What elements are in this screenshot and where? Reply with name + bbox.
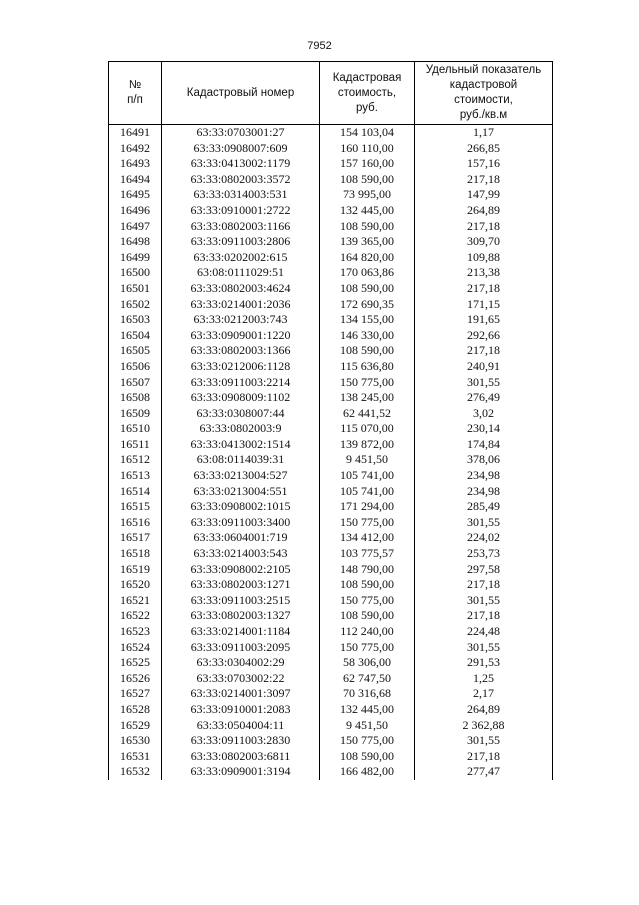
- row-number: 16526: [109, 671, 162, 687]
- cadastral-value: 139 872,00: [320, 437, 415, 453]
- table-row: [109, 250, 553, 266]
- cadastral-value: 134 155,00: [320, 312, 415, 328]
- specific-value: 217,18: [415, 577, 553, 593]
- cadastral-value: 108 590,00: [320, 749, 415, 765]
- cadastral-value: 103 775,57: [320, 546, 415, 562]
- row-number: 16499: [109, 250, 162, 266]
- cadastral-number: 63:33:0802003:1327: [162, 608, 320, 624]
- table-row: [109, 219, 553, 235]
- specific-value: 253,73: [415, 546, 553, 562]
- table-row: [109, 187, 553, 203]
- cadastral-value: 115 070,00: [320, 421, 415, 437]
- cadastral-number: 63:33:0604001:719: [162, 530, 320, 546]
- row-number: 16493: [109, 156, 162, 172]
- row-number: 16501: [109, 281, 162, 297]
- specific-value: 292,66: [415, 328, 553, 344]
- cadastral-number: 63:08:0114039:31: [162, 452, 320, 468]
- row-number: 16524: [109, 640, 162, 656]
- cadastral-number: 63:33:0802003:9: [162, 421, 320, 437]
- cadastral-number: 63:33:0214003:543: [162, 546, 320, 562]
- cadastral-number: 63:33:0802003:6811: [162, 749, 320, 765]
- table-row: [109, 562, 553, 578]
- cadastral-number: 63:33:0802003:1166: [162, 219, 320, 235]
- specific-value: 378,06: [415, 452, 553, 468]
- specific-value: 217,18: [415, 219, 553, 235]
- cadastral-value: 138 245,00: [320, 390, 415, 406]
- table-row: [109, 234, 553, 250]
- row-number: 16532: [109, 764, 162, 780]
- row-number: 16503: [109, 312, 162, 328]
- cadastral-value: 115 636,80: [320, 359, 415, 375]
- cadastral-value: 166 482,00: [320, 764, 415, 780]
- specific-value: 217,18: [415, 281, 553, 297]
- cadastral-value: 108 590,00: [320, 577, 415, 593]
- cadastral-value: 105 741,00: [320, 484, 415, 500]
- cadastral-number: 63:33:0212003:743: [162, 312, 320, 328]
- cadastral-value: 172 690,35: [320, 297, 415, 313]
- cadastral-number: 63:33:0911003:2830: [162, 733, 320, 749]
- table-row: [109, 484, 553, 500]
- table-row: [109, 343, 553, 359]
- specific-value: 264,89: [415, 203, 553, 219]
- specific-value: 224,48: [415, 624, 553, 640]
- row-number: 16496: [109, 203, 162, 219]
- cadastral-value: 134 412,00: [320, 530, 415, 546]
- cadastral-number: 63:33:0910001:2722: [162, 203, 320, 219]
- table-row: [109, 421, 553, 437]
- row-number: 16509: [109, 406, 162, 422]
- table-row: [109, 203, 553, 219]
- table-row: [109, 577, 553, 593]
- row-number: 16522: [109, 608, 162, 624]
- cadastral-number: 63:33:0909001:3194: [162, 764, 320, 780]
- table-row: [109, 749, 553, 765]
- cadastral-number: 63:33:0214001:3097: [162, 686, 320, 702]
- cadastral-number: 63:33:0413002:1514: [162, 437, 320, 453]
- cadastral-number: 63:33:0802003:1366: [162, 343, 320, 359]
- table-row: [109, 359, 553, 375]
- specific-value: 277,47: [415, 764, 553, 780]
- specific-value: 1,25: [415, 671, 553, 687]
- header-cadastral-number: Кадастровый номер: [162, 62, 320, 125]
- table-row: [109, 655, 553, 671]
- row-number: 16494: [109, 172, 162, 188]
- specific-value: 213,38: [415, 265, 553, 281]
- specific-value: 285,49: [415, 499, 553, 515]
- specific-value: 266,85: [415, 141, 553, 157]
- cadastral-value: 108 590,00: [320, 343, 415, 359]
- specific-value: 301,55: [415, 375, 553, 391]
- row-number: 16502: [109, 297, 162, 313]
- cadastral-number: 63:33:0213004:551: [162, 484, 320, 500]
- specific-value: 2 362,88: [415, 718, 553, 734]
- cadastral-value: 9 451,50: [320, 718, 415, 734]
- cadastral-value: 150 775,00: [320, 733, 415, 749]
- specific-value: 291,53: [415, 655, 553, 671]
- table-row: [109, 530, 553, 546]
- cadastral-value: 108 590,00: [320, 281, 415, 297]
- cadastral-number: 63:33:0202002:615: [162, 250, 320, 266]
- table-row: [109, 297, 553, 313]
- row-number: 16505: [109, 343, 162, 359]
- row-number: 16492: [109, 141, 162, 157]
- cadastral-value: 9 451,50: [320, 452, 415, 468]
- table-row: [109, 499, 553, 515]
- row-number: 16513: [109, 468, 162, 484]
- cadastral-value: 139 365,00: [320, 234, 415, 250]
- row-number: 16519: [109, 562, 162, 578]
- row-number: 16521: [109, 593, 162, 609]
- cadastral-value: 150 775,00: [320, 515, 415, 531]
- table-row: [109, 702, 553, 718]
- cadastral-number: 63:33:0911003:2515: [162, 593, 320, 609]
- cadastral-number: 63:33:0911003:2095: [162, 640, 320, 656]
- cadastral-number: 63:33:0308007:44: [162, 406, 320, 422]
- table-row: [109, 733, 553, 749]
- table-row: [109, 468, 553, 484]
- cadastral-value: 170 063,86: [320, 265, 415, 281]
- specific-value: 234,98: [415, 484, 553, 500]
- row-number: 16504: [109, 328, 162, 344]
- header-number: № п/п: [109, 62, 162, 125]
- specific-value: 147,99: [415, 187, 553, 203]
- cadastral-value: 132 445,00: [320, 203, 415, 219]
- row-number: 16520: [109, 577, 162, 593]
- table-header: [109, 62, 553, 125]
- specific-value: 297,58: [415, 562, 553, 578]
- specific-value: 174,84: [415, 437, 553, 453]
- table-row: [109, 265, 553, 281]
- specific-value: 217,18: [415, 608, 553, 624]
- row-number: 16528: [109, 702, 162, 718]
- row-number: 16506: [109, 359, 162, 375]
- row-number: 16517: [109, 530, 162, 546]
- cadastral-value: 148 790,00: [320, 562, 415, 578]
- cadastral-number: 63:33:0911003:2806: [162, 234, 320, 250]
- cadastral-value: 62 441,52: [320, 406, 415, 422]
- cadastral-value: 160 110,00: [320, 141, 415, 157]
- cadastral-value: 146 330,00: [320, 328, 415, 344]
- table-row: [109, 141, 553, 157]
- cadastral-value: 108 590,00: [320, 219, 415, 235]
- cadastral-number: 63:33:0214001:1184: [162, 624, 320, 640]
- cadastral-value: 171 294,00: [320, 499, 415, 515]
- header-row: [109, 62, 553, 125]
- specific-value: 301,55: [415, 733, 553, 749]
- specific-value: 301,55: [415, 515, 553, 531]
- specific-value: 191,65: [415, 312, 553, 328]
- row-number: 16507: [109, 375, 162, 391]
- table-row: [109, 281, 553, 297]
- cadastral-value: 62 747,50: [320, 671, 415, 687]
- table-row: [109, 671, 553, 687]
- header-cadastral-value: Кадастровая стоимость, руб.: [320, 62, 415, 125]
- cadastral-number: 63:33:0908002:2105: [162, 562, 320, 578]
- cadastral-number: 63:33:0504004:11: [162, 718, 320, 734]
- table-row: [109, 125, 553, 141]
- table-row: [109, 437, 553, 453]
- cadastral-number: 63:33:0908002:1015: [162, 499, 320, 515]
- table-row: [109, 624, 553, 640]
- table-row: [109, 593, 553, 609]
- cadastral-value: 112 240,00: [320, 624, 415, 640]
- row-number: 16518: [109, 546, 162, 562]
- row-number: 16514: [109, 484, 162, 500]
- cadastral-value: 73 995,00: [320, 187, 415, 203]
- cadastral-value: 150 775,00: [320, 375, 415, 391]
- table-row: [109, 328, 553, 344]
- row-number: 16523: [109, 624, 162, 640]
- specific-value: 3,02: [415, 406, 553, 422]
- cadastral-value: 164 820,00: [320, 250, 415, 266]
- row-number: 16525: [109, 655, 162, 671]
- specific-value: 264,89: [415, 702, 553, 718]
- row-number: 16498: [109, 234, 162, 250]
- specific-value: 109,88: [415, 250, 553, 266]
- table-row: [109, 156, 553, 172]
- table-row: [109, 312, 553, 328]
- page-number: 7952: [307, 40, 332, 52]
- table-row: [109, 608, 553, 624]
- row-number: 16491: [109, 125, 162, 141]
- cadastral-value: 105 741,00: [320, 468, 415, 484]
- row-number: 16515: [109, 499, 162, 515]
- cadastral-number: 63:33:0802003:3572: [162, 172, 320, 188]
- cadastral-number: 63:33:0911003:2214: [162, 375, 320, 391]
- table-row: [109, 406, 553, 422]
- cadastral-number: 63:33:0802003:1271: [162, 577, 320, 593]
- table-row: [109, 640, 553, 656]
- cadastral-value: 108 590,00: [320, 608, 415, 624]
- cadastral-number: 63:33:0212006:1128: [162, 359, 320, 375]
- cadastral-number: 63:33:0214001:2036: [162, 297, 320, 313]
- specific-value: 157,16: [415, 156, 553, 172]
- cadastral-number: 63:33:0413002:1179: [162, 156, 320, 172]
- specific-value: 2,17: [415, 686, 553, 702]
- specific-value: 240,91: [415, 359, 553, 375]
- table-row: [109, 452, 553, 468]
- table-row: [109, 546, 553, 562]
- row-number: 16527: [109, 686, 162, 702]
- row-number: 16530: [109, 733, 162, 749]
- cadastral-value: 150 775,00: [320, 640, 415, 656]
- cadastral-value: 108 590,00: [320, 172, 415, 188]
- cadastral-number: 63:33:0213004:527: [162, 468, 320, 484]
- row-number: 16510: [109, 421, 162, 437]
- row-number: 16529: [109, 718, 162, 734]
- cadastral-number: 63:33:0304002:29: [162, 655, 320, 671]
- row-number: 16500: [109, 265, 162, 281]
- row-number: 16512: [109, 452, 162, 468]
- cadastral-value: 70 316,68: [320, 686, 415, 702]
- cadastral-number: 63:33:0703002:22: [162, 671, 320, 687]
- table-row: [109, 172, 553, 188]
- row-number: 16531: [109, 749, 162, 765]
- specific-value: 217,18: [415, 172, 553, 188]
- cadastral-number: 63:08:0111029:51: [162, 265, 320, 281]
- specific-value: 301,55: [415, 640, 553, 656]
- table-row: [109, 390, 553, 406]
- cadastral-number: 63:33:0802003:4624: [162, 281, 320, 297]
- cadastral-value: 58 306,00: [320, 655, 415, 671]
- cadastral-number: 63:33:0908009:1102: [162, 390, 320, 406]
- specific-value: 230,14: [415, 421, 553, 437]
- table-row: [109, 718, 553, 734]
- cadastral-number: 63:33:0911003:3400: [162, 515, 320, 531]
- specific-value: 301,55: [415, 593, 553, 609]
- cadastral-number: 63:33:0314003:531: [162, 187, 320, 203]
- specific-value: 171,15: [415, 297, 553, 313]
- specific-value: 276,49: [415, 390, 553, 406]
- specific-value: 234,98: [415, 468, 553, 484]
- table-row: [109, 515, 553, 531]
- header-specific-value: Удельный показатель кадастровой стоимости, руб./кв.м: [415, 62, 553, 125]
- specific-value: 1,17: [415, 125, 553, 141]
- row-number: 16516: [109, 515, 162, 531]
- row-number: 16497: [109, 219, 162, 235]
- cadastral-value: 157 160,00: [320, 156, 415, 172]
- table-body: [109, 125, 553, 780]
- cadastral-number: 63:33:0908007:609: [162, 141, 320, 157]
- row-number: 16508: [109, 390, 162, 406]
- table-row: [109, 686, 553, 702]
- specific-value: 217,18: [415, 343, 553, 359]
- cadastral-number: 63:33:0909001:1220: [162, 328, 320, 344]
- row-number: 16511: [109, 437, 162, 453]
- cadastral-value: 132 445,00: [320, 702, 415, 718]
- cadastral-value: 154 103,04: [320, 125, 415, 141]
- specific-value: 224,02: [415, 530, 553, 546]
- specific-value: 217,18: [415, 749, 553, 765]
- cadastral-number: 63:33:0703001:27: [162, 125, 320, 141]
- table-row: [109, 764, 553, 780]
- cadastral-value: 150 775,00: [320, 593, 415, 609]
- cadastral-number: 63:33:0910001:2083: [162, 702, 320, 718]
- row-number: 16495: [109, 187, 162, 203]
- cadastral-table: [108, 61, 553, 780]
- specific-value: 309,70: [415, 234, 553, 250]
- table-row: [109, 375, 553, 391]
